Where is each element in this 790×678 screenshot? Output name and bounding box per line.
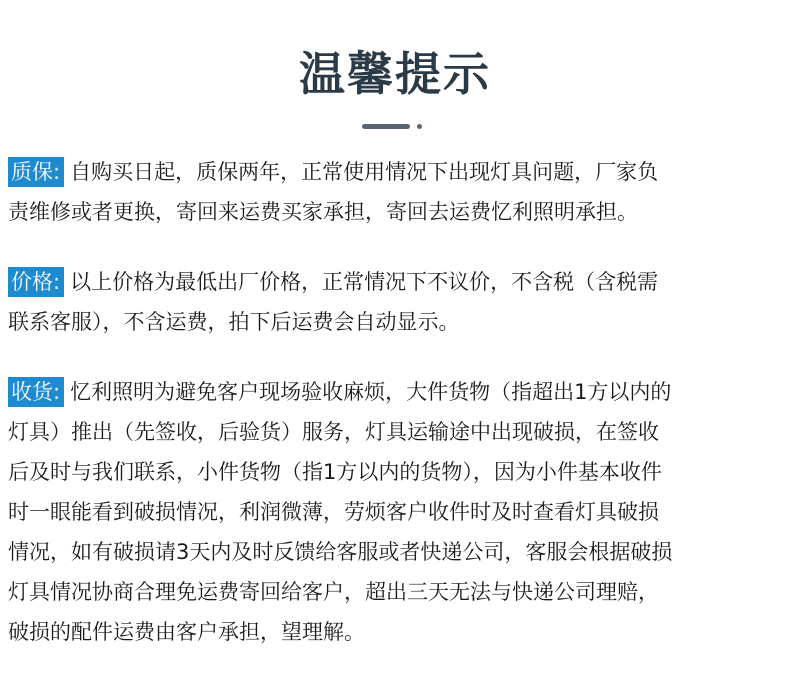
section-label-receiving: 收货: xyxy=(8,377,64,407)
section-warranty xyxy=(8,152,782,232)
section-line: 灯具情况协商合理免运费寄回给客户，超出三天无法与快递公司理赔， xyxy=(8,580,659,604)
section-price xyxy=(8,262,782,342)
section-label-warranty: 质保: xyxy=(8,157,64,187)
section-line: 破损的配件运费由客户承担，望理解。 xyxy=(8,620,365,644)
page-title: 温馨提示 xyxy=(299,47,491,101)
divider-bar xyxy=(362,124,410,129)
section-line: 后及时与我们联系，小件货物（指1方以内的货物），因为小件基本收件 xyxy=(8,460,662,484)
section-line: 联系客服），不含运费，拍下后运费会自动显示。 xyxy=(8,310,460,334)
section-line xyxy=(8,152,782,192)
section-line: 时一眼能看到破损情况，利润微薄，劳烦客户收件时及时查看灯具破损 xyxy=(8,500,659,524)
section-line: 灯具）推出（先签收，后验货）服务，灯具运输途中出现破损，在签收 xyxy=(8,420,659,444)
section-receiving xyxy=(8,372,782,652)
section-text: 忆利照明为避免客户现场验收麻烦，大件货物（指超出1方以内的 xyxy=(70,380,672,404)
section-label-price: 价格: xyxy=(8,267,64,297)
section-line: 责维修或者更换，寄回来运费买家承担，寄回去运费忆利照明承担。 xyxy=(8,200,638,224)
section-line xyxy=(8,262,782,302)
section-line: 情况，如有破损请3天内及时反馈给客服或者快递公司，客服会根据破损 xyxy=(8,540,673,564)
section-text: 以上价格为最低出厂价格，正常情况下不议价，不含税（含税需 xyxy=(70,270,659,294)
section-line xyxy=(8,372,782,412)
divider-dot xyxy=(417,124,422,129)
section-text: 自购买日起，质保两年，正常使用情况下出现灯具问题，厂家负 xyxy=(70,160,659,184)
